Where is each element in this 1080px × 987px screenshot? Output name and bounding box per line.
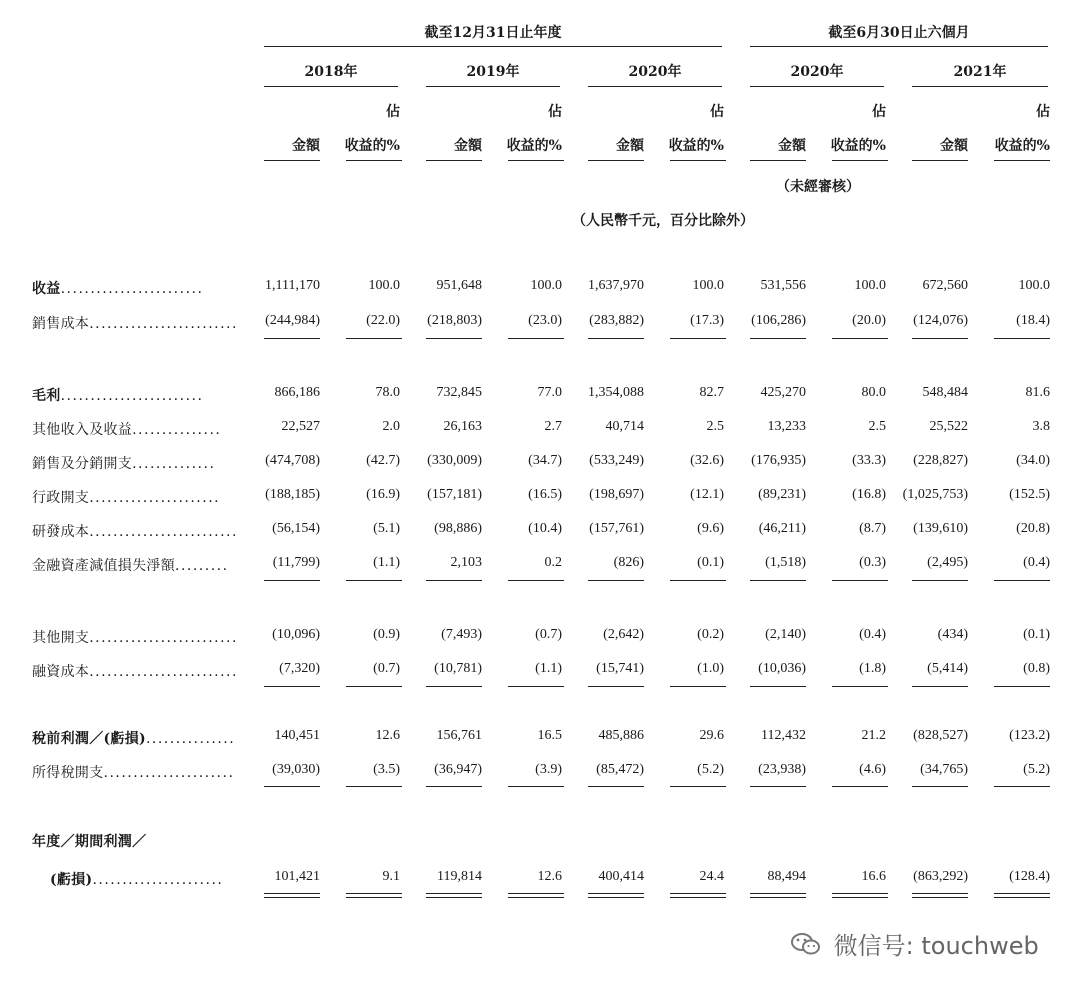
total-rule: [588, 786, 644, 787]
total-rule: [508, 897, 564, 898]
row-label-text: 其他開支: [32, 630, 90, 646]
percent-cell: (1.1): [535, 661, 562, 676]
amount-cell: 866,186: [274, 385, 320, 400]
total-rule: [346, 897, 402, 898]
total-rule: [588, 580, 644, 581]
col-header-rule: [508, 160, 564, 161]
watermark-text: 微信号: touchweb: [833, 932, 1039, 960]
percent-cell: (34.7): [528, 453, 562, 468]
amount-cell: 1,354,088: [588, 385, 644, 400]
row-label: [32, 661, 238, 681]
percent-cell: (1.0): [697, 661, 724, 676]
row-label: [32, 555, 229, 575]
amount-cell: (244,984): [265, 313, 320, 328]
total-rule: [346, 786, 402, 787]
year-rule-2021: [912, 86, 1048, 87]
percent-cell: 2.7: [544, 419, 562, 434]
col-header-pct-top: 佔: [386, 104, 400, 120]
percent-cell: (0.4): [1023, 555, 1050, 570]
col-header-pct-top: 佔: [872, 104, 886, 120]
percent-cell: (1.1): [373, 555, 400, 570]
year-header-2020: 2020年: [628, 64, 682, 80]
total-rule: [750, 897, 806, 898]
total-rule: [994, 893, 1050, 894]
percent-cell: (0.3): [859, 555, 886, 570]
col-header-pct: 收益的%: [344, 138, 400, 154]
row-label: [32, 728, 235, 748]
total-rule: [994, 686, 1050, 687]
leader-dots: ..............: [132, 456, 216, 472]
amount-cell: 140,451: [274, 728, 320, 743]
amount-cell: 2,103: [450, 555, 482, 570]
row-label-text: 銷售成本: [32, 316, 90, 332]
percent-cell: 16.6: [861, 869, 886, 884]
row-label: [32, 453, 215, 473]
amount-cell: (1,025,753): [902, 487, 968, 502]
total-rule: [426, 893, 482, 894]
amount-cell: (228,827): [913, 453, 968, 468]
amount-cell: (198,697): [589, 487, 644, 502]
total-rule: [426, 686, 482, 687]
col-header-amount: 金額: [454, 138, 482, 154]
total-rule: [912, 686, 968, 687]
amount-cell: (2,495): [927, 555, 968, 570]
amount-cell: 951,648: [436, 278, 482, 293]
amount-cell: (330,009): [427, 453, 482, 468]
amount-cell: 531,556: [760, 278, 806, 293]
amount-cell: (85,472): [596, 762, 644, 777]
row-label: [32, 627, 238, 647]
leader-dots: ........................: [60, 388, 204, 404]
row-label-text: 稅前利潤／(虧損): [32, 731, 146, 747]
amount-cell: (283,882): [589, 313, 644, 328]
percent-cell: (0.7): [373, 661, 400, 676]
percent-cell: 81.6: [1025, 385, 1050, 400]
percent-cell: (0.9): [373, 627, 400, 642]
group-title-annual: 截至12月31日止年度: [424, 25, 562, 41]
amount-cell: (23,938): [758, 762, 806, 777]
total-rule: [346, 893, 402, 894]
group-rule-interim: [750, 46, 1048, 47]
row-label-text: 毛利: [32, 388, 61, 404]
percent-cell: (5.1): [373, 521, 400, 536]
col-header-pct-top: 佔: [710, 104, 724, 120]
col-header-pct: 收益的%: [830, 138, 886, 154]
col-header-rule: [670, 160, 726, 161]
leader-dots: .........: [175, 558, 229, 574]
row-label-text: 研發成本: [32, 524, 90, 540]
amount-cell: 112,432: [761, 728, 806, 743]
col-header-rule: [346, 160, 402, 161]
amount-cell: (139,610): [913, 521, 968, 536]
total-rule: [426, 580, 482, 581]
amount-cell: (863,292): [913, 869, 968, 884]
col-header-pct-top: 佔: [1036, 104, 1050, 120]
amount-cell: 101,421: [274, 869, 320, 884]
leader-dots: .........................: [89, 664, 238, 680]
amount-cell: (7,493): [441, 627, 482, 642]
total-rule: [994, 580, 1050, 581]
percent-cell: (32.6): [690, 453, 724, 468]
total-rule: [750, 786, 806, 787]
col-header-rule: [426, 160, 482, 161]
percent-cell: (0.7): [535, 627, 562, 642]
total-rule: [670, 580, 726, 581]
amount-cell: (826): [613, 555, 644, 570]
total-rule: [750, 686, 806, 687]
total-rule: [670, 897, 726, 898]
percent-cell: 80.0: [861, 385, 886, 400]
total-rule: [832, 580, 888, 581]
amount-cell: (46,211): [758, 521, 806, 536]
total-rule: [912, 786, 968, 787]
amount-cell: 26,163: [443, 419, 482, 434]
percent-cell: (18.4): [1016, 313, 1050, 328]
total-rule: [912, 580, 968, 581]
amount-cell: (11,799): [272, 555, 320, 570]
total-rule: [994, 786, 1050, 787]
total-rule: [994, 897, 1050, 898]
total-rule: [832, 338, 888, 339]
wechat-icon: [790, 931, 826, 963]
group-title-interim: 截至6月30日止六個月: [828, 25, 970, 41]
year-header-2018: 2018年: [304, 64, 358, 80]
row-label: [32, 419, 221, 439]
total-rule: [588, 338, 644, 339]
amount-cell: 485,886: [598, 728, 644, 743]
total-rule: [264, 580, 320, 581]
percent-cell: 3.8: [1032, 419, 1050, 434]
percent-cell: (0.2): [697, 627, 724, 642]
percent-cell: (42.7): [366, 453, 400, 468]
percent-cell: (12.1): [690, 487, 724, 502]
amount-cell: 119,814: [437, 869, 482, 884]
row-label: [32, 762, 234, 782]
total-rule: [264, 686, 320, 687]
year-header-2019: 2019年: [466, 64, 520, 80]
col-header-amount: 金額: [778, 138, 806, 154]
amount-cell: (2,642): [603, 627, 644, 642]
amount-cell: 732,845: [436, 385, 482, 400]
percent-cell: (17.3): [690, 313, 724, 328]
year-header-2020-interim: 2020年: [790, 64, 844, 80]
total-rule: [670, 338, 726, 339]
total-rule: [912, 893, 968, 894]
amount-cell: (89,231): [758, 487, 806, 502]
amount-cell: (124,076): [913, 313, 968, 328]
amount-cell: (36,947): [434, 762, 482, 777]
total-rule: [508, 580, 564, 581]
amount-cell: 25,522: [929, 419, 968, 434]
unaudited-note: （未經審核）: [776, 179, 860, 195]
amount-cell: (474,708): [265, 453, 320, 468]
amount-cell: 40,714: [605, 419, 644, 434]
percent-cell: 12.6: [375, 728, 400, 743]
percent-cell: (33.3): [852, 453, 886, 468]
amount-cell: (15,741): [596, 661, 644, 676]
row-label-text: 行政開支: [32, 490, 90, 506]
percent-cell: 100.0: [368, 278, 400, 293]
total-rule: [508, 686, 564, 687]
leader-dots: ......................: [89, 490, 221, 506]
percent-cell: 0.2: [544, 555, 562, 570]
amount-cell: 13,233: [767, 419, 806, 434]
percent-cell: 24.4: [699, 869, 724, 884]
percent-cell: 100.0: [1018, 278, 1050, 293]
year-rule-2018: [264, 86, 398, 87]
percent-cell: (16.8): [852, 487, 886, 502]
row-label-text: 銷售及分銷開支: [32, 456, 133, 472]
percent-cell: (152.5): [1009, 487, 1050, 502]
total-rule: [832, 686, 888, 687]
percent-cell: 9.1: [382, 869, 400, 884]
percent-cell: 29.6: [699, 728, 724, 743]
percent-cell: (16.9): [366, 487, 400, 502]
percent-cell: 16.5: [537, 728, 562, 743]
row-label: [32, 487, 220, 507]
year-header-2021: 2021年: [953, 64, 1007, 80]
col-header-rule: [994, 160, 1050, 161]
amount-cell: (157,761): [589, 521, 644, 536]
total-rule: [832, 786, 888, 787]
percent-cell: (34.0): [1016, 453, 1050, 468]
col-header-amount: 金額: [616, 138, 644, 154]
percent-cell: (0.4): [859, 627, 886, 642]
total-rule: [264, 897, 320, 898]
amount-cell: 22,527: [281, 419, 320, 434]
leader-dots: .........................: [89, 316, 238, 332]
percent-cell: (5.2): [697, 762, 724, 777]
row-label-text: 金融資產減值損失淨額: [32, 558, 175, 574]
percent-cell: (5.2): [1023, 762, 1050, 777]
percent-cell: 100.0: [530, 278, 562, 293]
leader-dots: ......................: [103, 765, 235, 781]
percent-cell: 2.5: [706, 419, 724, 434]
total-rule: [832, 897, 888, 898]
amount-cell: 672,560: [922, 278, 968, 293]
percent-cell: (3.5): [373, 762, 400, 777]
percent-cell: 82.7: [699, 385, 724, 400]
percent-cell: (0.1): [1023, 627, 1050, 642]
amount-cell: 425,270: [760, 385, 806, 400]
total-rule: [588, 686, 644, 687]
leader-dots: ...............: [145, 731, 236, 747]
percent-cell: 100.0: [854, 278, 886, 293]
leader-dots: ......................: [92, 872, 224, 888]
amount-cell: 548,484: [922, 385, 968, 400]
amount-cell: 156,761: [436, 728, 482, 743]
total-rule: [994, 338, 1050, 339]
percent-cell: 2.5: [868, 419, 886, 434]
row-label-text: 融資成本: [32, 664, 90, 680]
amount-cell: (10,096): [272, 627, 320, 642]
leader-dots: .........................: [89, 524, 238, 540]
total-rule: [588, 897, 644, 898]
amount-cell: 400,414: [598, 869, 644, 884]
amount-cell: (188,185): [265, 487, 320, 502]
amount-cell: (39,030): [272, 762, 320, 777]
amount-cell: (10,781): [434, 661, 482, 676]
total-rule: [264, 786, 320, 787]
amount-cell: (5,414): [927, 661, 968, 676]
amount-cell: (10,036): [758, 661, 806, 676]
amount-cell: (98,886): [434, 521, 482, 536]
total-rule: [670, 893, 726, 894]
col-header-pct-top: 佔: [548, 104, 562, 120]
amount-cell: (533,249): [589, 453, 644, 468]
amount-cell: (176,935): [751, 453, 806, 468]
amount-cell: (106,286): [751, 313, 806, 328]
total-rule: [508, 786, 564, 787]
percent-cell: (16.5): [528, 487, 562, 502]
year-rule-2020-interim: [750, 86, 884, 87]
percent-cell: (10.4): [528, 521, 562, 536]
percent-cell: 12.6: [537, 869, 562, 884]
percent-cell: (123.2): [1009, 728, 1050, 743]
total-rule: [670, 686, 726, 687]
year-rule-2019: [426, 86, 560, 87]
col-header-pct: 收益的%: [994, 138, 1050, 154]
percent-cell: (128.4): [1009, 869, 1050, 884]
total-rule: [670, 786, 726, 787]
col-header-pct: 收益的%: [506, 138, 562, 154]
amount-cell: (56,154): [272, 521, 320, 536]
row-label: [32, 521, 238, 541]
percent-cell: (20.0): [852, 313, 886, 328]
leader-dots: ........................: [60, 281, 204, 297]
total-rule: [508, 893, 564, 894]
percent-cell: 78.0: [375, 385, 400, 400]
amount-cell: (828,527): [913, 728, 968, 743]
row-label: [50, 869, 223, 889]
total-rule: [750, 580, 806, 581]
unit-note: （人民幣千元，百分比除外）: [572, 213, 754, 229]
row-label-profit-line1: 年度／期間利潤／: [32, 834, 147, 850]
amount-cell: 1,111,170: [265, 278, 320, 293]
col-header-rule: [832, 160, 888, 161]
total-rule: [426, 786, 482, 787]
total-rule: [750, 893, 806, 894]
col-header-amount: 金額: [940, 138, 968, 154]
total-rule: [264, 893, 320, 894]
col-header-rule: [750, 160, 806, 161]
percent-cell: (1.8): [859, 661, 886, 676]
amount-cell: (218,803): [427, 313, 482, 328]
row-label-text: 其他收入及收益: [32, 422, 133, 438]
total-rule: [426, 897, 482, 898]
row-label-text: 收益: [32, 281, 61, 297]
percent-cell: (4.6): [859, 762, 886, 777]
leader-dots: .........................: [89, 630, 238, 646]
col-header-rule: [588, 160, 644, 161]
total-rule: [832, 893, 888, 894]
col-header-rule: [912, 160, 968, 161]
amount-cell: 88,494: [767, 869, 806, 884]
percent-cell: (0.1): [697, 555, 724, 570]
total-rule: [588, 893, 644, 894]
year-rule-2020: [588, 86, 722, 87]
row-label: [32, 313, 238, 333]
total-rule: [264, 338, 320, 339]
percent-cell: (0.8): [1023, 661, 1050, 676]
total-rule: [750, 338, 806, 339]
percent-cell: 77.0: [537, 385, 562, 400]
amount-cell: (434): [937, 627, 968, 642]
amount-cell: (2,140): [765, 627, 806, 642]
percent-cell: (20.8): [1016, 521, 1050, 536]
total-rule: [912, 897, 968, 898]
percent-cell: (3.9): [535, 762, 562, 777]
amount-cell: (1,518): [765, 555, 806, 570]
amount-cell: 1,637,970: [588, 278, 644, 293]
total-rule: [346, 580, 402, 581]
total-rule: [426, 338, 482, 339]
percent-cell: (8.7): [859, 521, 886, 536]
amount-cell: (34,765): [920, 762, 968, 777]
amount-cell: (7,320): [279, 661, 320, 676]
percent-cell: (22.0): [366, 313, 400, 328]
percent-cell: (23.0): [528, 313, 562, 328]
total-rule: [346, 338, 402, 339]
percent-cell: 100.0: [692, 278, 724, 293]
col-header-rule: [264, 160, 320, 161]
percent-cell: 2.0: [382, 419, 400, 434]
col-header-amount: 金額: [292, 138, 320, 154]
leader-dots: ...............: [132, 422, 222, 438]
row-label: [32, 278, 203, 298]
watermark: [790, 926, 1039, 963]
group-rule-annual: [264, 46, 722, 47]
amount-cell: (157,181): [427, 487, 482, 502]
row-label: [32, 385, 203, 405]
percent-cell: 21.2: [861, 728, 886, 743]
total-rule: [346, 686, 402, 687]
total-rule: [508, 338, 564, 339]
col-header-pct: 收益的%: [668, 138, 724, 154]
row-label-text: (虧損): [50, 872, 93, 888]
row-label-text: 所得稅開支: [32, 765, 104, 781]
total-rule: [912, 338, 968, 339]
percent-cell: (9.6): [697, 521, 724, 536]
